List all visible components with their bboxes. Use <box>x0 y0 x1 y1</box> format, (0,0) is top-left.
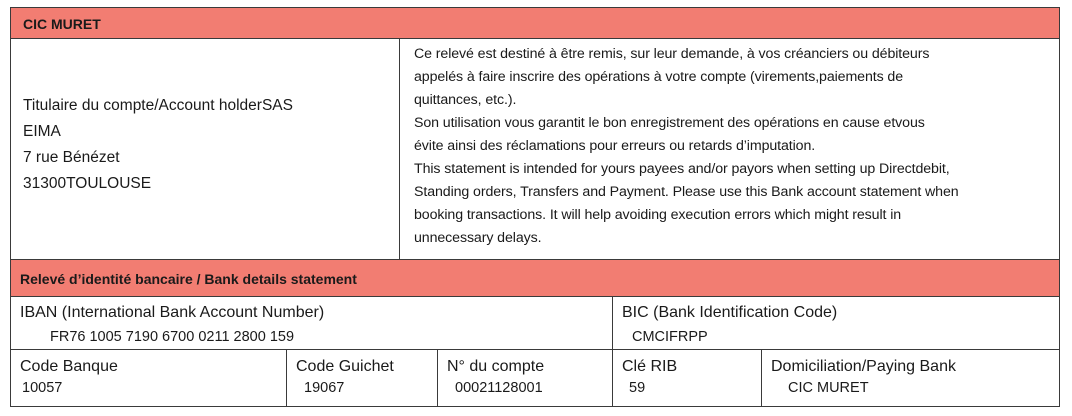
notice-line: quittances, etc.). <box>414 92 517 108</box>
account-holder-cell <box>10 38 400 260</box>
domiciliation-label: Domiciliation/Paying Bank <box>771 358 956 375</box>
notice-line: booking transactions. It will help avoiding execution errors which might result in <box>414 207 902 223</box>
code-banque-value: 10057 <box>22 380 63 396</box>
bic-value: CMCIFRPP <box>632 329 708 345</box>
notice-line: Ce relevé est destiné à être remis, sur leur demande, à vos créanciers ou débiteurs <box>414 46 930 62</box>
holder-line: 7 rue Bénézet <box>23 149 120 166</box>
iban-label: IBAN (International Bank Account Number) <box>20 304 325 321</box>
bank-header-bar <box>10 7 1060 39</box>
bank-details-statement <box>10 7 1060 407</box>
bic-cell <box>612 296 1060 350</box>
bic-label: BIC (Bank Identification Code) <box>622 304 838 321</box>
section-title: Relevé d’identité bancaire / Bank details statement <box>20 271 357 287</box>
cle-rib-cell <box>612 349 762 407</box>
iban-value: FR76 1005 7190 6700 0211 2800 159 <box>50 329 295 345</box>
section-header-bar <box>10 259 1060 297</box>
cle-rib-value: 59 <box>629 380 646 396</box>
domiciliation-cell <box>761 349 1060 407</box>
code-banque-label: Code Banque <box>20 358 118 375</box>
holder-line: 31300TOULOUSE <box>23 175 152 192</box>
notice-line: évite ainsi des réclamations pour erreurs ou retards d’imputation. <box>414 138 816 154</box>
code-guichet-cell <box>286 349 438 407</box>
numero-compte-value: 00021128001 <box>455 380 543 396</box>
notice-line: appelés à faire inscrire des opérations à votre compte (virements,paiements de <box>414 69 904 85</box>
cle-rib-label: Clé RIB <box>622 358 678 375</box>
code-guichet-value: 19067 <box>304 380 345 396</box>
notice-line: This statement is intended for yours payees and/or payors when setting up Directdebit, <box>414 161 950 177</box>
bank-name-title: CIC MURET <box>23 16 101 32</box>
holder-line: Titulaire du compte/Account holderSAS <box>23 97 293 114</box>
notice-line: Son utilisation vous garantit le bon enregistrement des opérations en cause etvous <box>414 115 925 131</box>
code-guichet-label: Code Guichet <box>296 358 394 375</box>
iban-cell <box>10 296 613 350</box>
notice-line: unnecessary delays. <box>414 230 542 246</box>
domiciliation-value: CIC MURET <box>788 380 869 396</box>
code-banque-cell <box>10 349 287 407</box>
notice-line: Standing orders, Transfers and Payment. Please use this Bank account statement when <box>414 184 959 200</box>
numero-compte-cell <box>437 349 613 407</box>
holder-line: EIMA <box>23 123 61 140</box>
usage-notice-cell <box>399 38 1060 260</box>
numero-compte-label: N° du compte <box>447 358 545 375</box>
